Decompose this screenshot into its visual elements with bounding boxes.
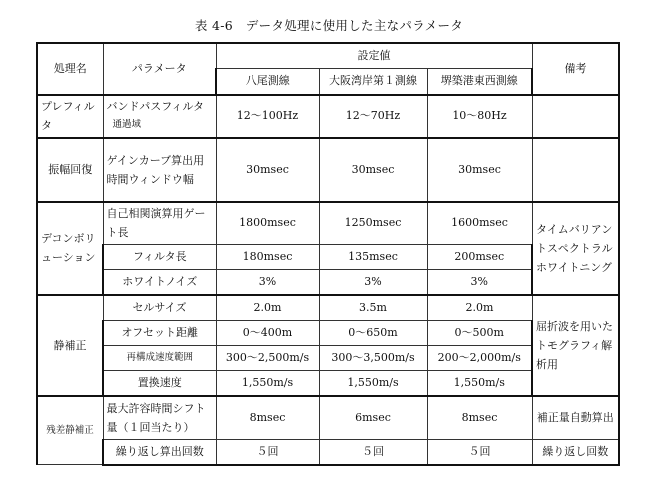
value-cell: ５回: [216, 439, 319, 465]
param-bandpass-sub: 通過域: [112, 119, 142, 130]
remark-tomography: 屈折波を用いたトモグラフィ解析用: [532, 295, 619, 396]
table-row: [37, 138, 619, 202]
param-iterations: 繰り返し算出回数: [103, 439, 216, 465]
value-cell: 6msec: [319, 396, 427, 439]
remark-whitening: タイムバリアントスペクトラルホワイトニング: [532, 202, 619, 296]
value-cell: 1800msec: [216, 202, 319, 245]
table-row: [37, 295, 619, 321]
value-cell: 0～650m: [319, 321, 427, 346]
header-remarks: 備考: [532, 43, 619, 95]
param-velocity-range: 再構成速度範囲: [103, 346, 216, 371]
process-static: 静補正: [37, 295, 103, 396]
header-settings: 設定値: [216, 43, 532, 69]
param-white-noise: ホワイトノイズ: [103, 270, 216, 296]
table-row: [37, 371, 619, 397]
value-cell: 300～2,500m/s: [216, 346, 319, 371]
value-cell: 0～400m: [216, 321, 319, 346]
remark-iterations: 繰り返し回数: [532, 439, 619, 465]
value-cell: 200～2,000m/s: [427, 346, 532, 371]
process-prefilter: プレフィルタ: [37, 95, 103, 138]
header-line-1: 八尾測線: [216, 69, 319, 95]
param-cell-size: セルサイズ: [103, 295, 216, 321]
value-cell: 30msec: [319, 138, 427, 202]
value-cell: 1600msec: [427, 202, 532, 245]
remark-cell: [532, 95, 619, 138]
value-cell: 8msec: [427, 396, 532, 439]
value-cell: 2.0m: [427, 295, 532, 321]
parameter-table: [36, 42, 620, 466]
header-row: [37, 43, 619, 69]
value-cell: 1250msec: [319, 202, 427, 245]
process-decon: デコンボリューション: [37, 202, 103, 296]
table-caption: 表 4-6 データ処理に使用した主なパラメータ: [194, 18, 464, 33]
value-cell: 1,550m/s: [427, 371, 532, 397]
table-row: [37, 202, 619, 245]
param-replacement-velocity: 置換速度: [103, 371, 216, 397]
header-line-2: 大阪湾岸第１測線: [319, 69, 427, 95]
table-row: [37, 245, 619, 270]
value-cell: 30msec: [216, 138, 319, 202]
value-cell: 3%: [216, 270, 319, 296]
param-bandpass-main: バンドパスフィルタ: [106, 100, 204, 113]
param-filter-length: フィルタ長: [103, 245, 216, 270]
header-line-3: 堺築港東西測線: [427, 69, 532, 95]
table-row: [37, 321, 619, 346]
process-gain: 振幅回復: [37, 138, 103, 202]
value-cell: 3.5m: [319, 295, 427, 321]
remark-cell: [532, 138, 619, 202]
value-cell: 3%: [427, 270, 532, 296]
process-residual: 残差静補正: [37, 396, 103, 465]
value-cell: ５回: [319, 439, 427, 465]
header-process: 処理名: [37, 43, 103, 95]
value-cell: 135msec: [319, 245, 427, 270]
remark-auto-calc: 補正量自動算出: [532, 396, 619, 439]
value-cell: 8msec: [216, 396, 319, 439]
value-cell: 30msec: [427, 138, 532, 202]
value-cell: 300～3,500m/s: [319, 346, 427, 371]
value-cell: 0～500m: [427, 321, 532, 346]
param-offset: オフセット距離: [103, 321, 216, 346]
value-cell: ５回: [427, 439, 532, 465]
value-cell: 1,550m/s: [319, 371, 427, 397]
param-autocorr-gate: 自己相関演算用ゲート長: [103, 202, 216, 245]
value-cell: 180msec: [216, 245, 319, 270]
header-param: パラメータ: [103, 43, 216, 95]
table-row: [37, 346, 619, 371]
value-cell: 200msec: [427, 245, 532, 270]
value-cell: 3%: [319, 270, 427, 296]
param-bandpass: [103, 95, 216, 138]
table-row: [37, 439, 619, 465]
param-max-shift: 最大許容時間シフト量（１回当たり）: [103, 396, 216, 439]
value-cell: 12～70Hz: [319, 95, 427, 138]
value-cell: 10～80Hz: [427, 95, 532, 138]
value-cell: 1,550m/s: [216, 371, 319, 397]
table-row: [37, 95, 619, 138]
table-row: [37, 396, 619, 439]
value-cell: 12～100Hz: [216, 95, 319, 138]
value-cell: 2.0m: [216, 295, 319, 321]
table-row: [37, 270, 619, 296]
param-gain-window: ゲインカーブ算出用時間ウィンドウ幅: [103, 138, 216, 202]
